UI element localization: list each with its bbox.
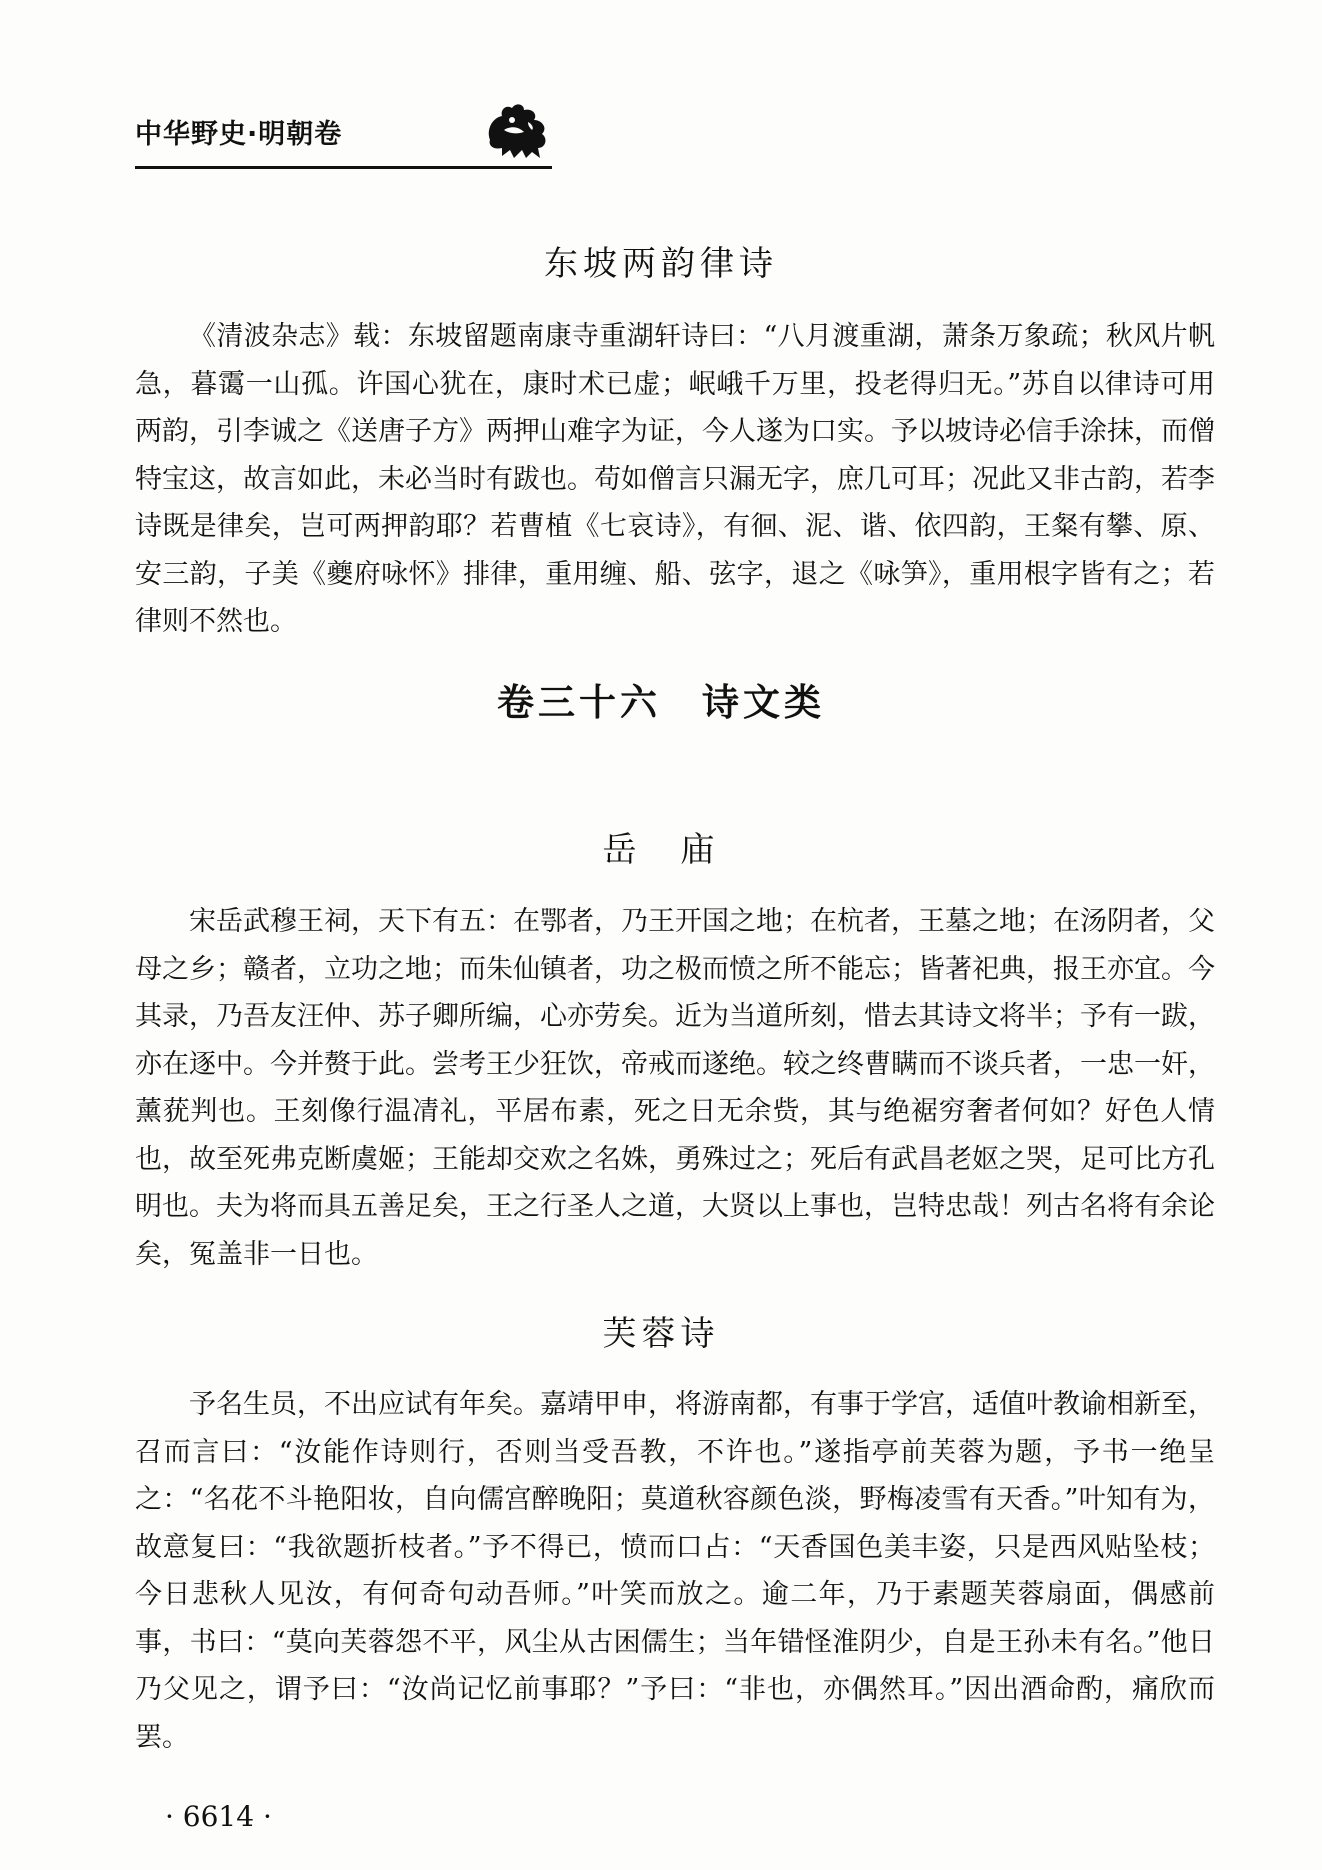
section-paragraph: 予名生员，不出应试有年矣。嘉靖甲申，将游南都，有事于学宫，适值叶教谕相新至，召而言曰：“汝能作诗则行，否则当受吾教，不许也。”遂指亭前芙蓉为题，予书一绝呈之：“名花不斗艳阳妆，自向儒宫醉晚阳；莫道秋容颜色淡，野梅凌雪有天香。”叶知有为，故意复曰：“我欲题折枝者。”予不得已，愤而口占：“天香国色美丰姿，只是西风贴坠枝；今日悲秋人见汝，有何奇句动吾师。”叶笑而放之。逾二年，乃于素题芙蓉扇面，偶感前事，书曰：“莫向芙蓉怨不平，风尘从古困儒生；当年错怪淮阴少，自是王孙未有名。”他日乃父见之，谓予曰：“汝尚记忆前事耶？”予曰：“非也，亦偶然耳。”因出酒命酌，痛欣而罢。 [135,1389,1215,1753]
header-rule [135,166,552,169]
section-title: 东坡两韵律诗 [544,244,778,284]
book-title: 中华野史·明朝卷 [135,119,343,150]
page-number: · 6614 · [165,1800,272,1833]
section-title: 岳 庙 [602,830,720,870]
dragon-emblem-icon [482,100,554,162]
volume-title: 卷三十六 诗文类 [497,681,825,724]
section-title: 芙蓉诗 [602,1314,720,1354]
section-paragraph: 宋岳武穆王祠，天下有五：在鄂者，乃王开国之地；在杭者，王墓之地；在汤阴者，父母之乡；赣者，立功之地；而朱仙镇者，功之极而愤之所不能忘；皆著祀典，报王亦宜。今其录，乃吾友汪仲、苏子卿所编，心亦劳矣。近为当道所刻，惜去其诗文将半；予有一跋，亦在逐中。今并赘于此。尝考王少狂饮，帝戒而遂绝。较之终曹瞒而不谈兵者，一忠一奸，薰莸判也。王刻像行温凊礼，平居布素，死之日无余赀，其与绝裾穷奢者何如？好色人情也，故至死弗克断虞姬；王能却交欢之名姝，勇殊过之；死后有武昌老妪之哭，足可比方孔明也。夫为将而具五善足矣，王之行圣人之道，大贤以上事也，岂特忠哉！列古名将有余论矣，冤盖非一日也。 [135,906,1215,1270]
section-paragraph: 《清波杂志》载：东坡留题南康寺重湖轩诗曰：“八月渡重湖，萧条万象疏；秋风片帆急，暮霭一山孤。许国心犹在，康时术已虚；岷峨千万里，投老得归无。”苏自以律诗可用两韵，引李诚之《送唐子方》两押山难字为证，今人遂为口实。予以坡诗必信手涂抹，而僧特宝这，故言如此，未必当时有跋也。苟如僧言只漏无字，庶几可耳；况此又非古韵，若李诗既是律矣，岂可两押韵耶？若曹植《七哀诗》，有徊、泥、谐、依四韵，王粲有攀、原、安三韵，子美《夔府咏怀》排律，重用缠、船、弦字，退之《咏笋》，重用根字皆有之；若律则不然也。 [135,321,1215,637]
